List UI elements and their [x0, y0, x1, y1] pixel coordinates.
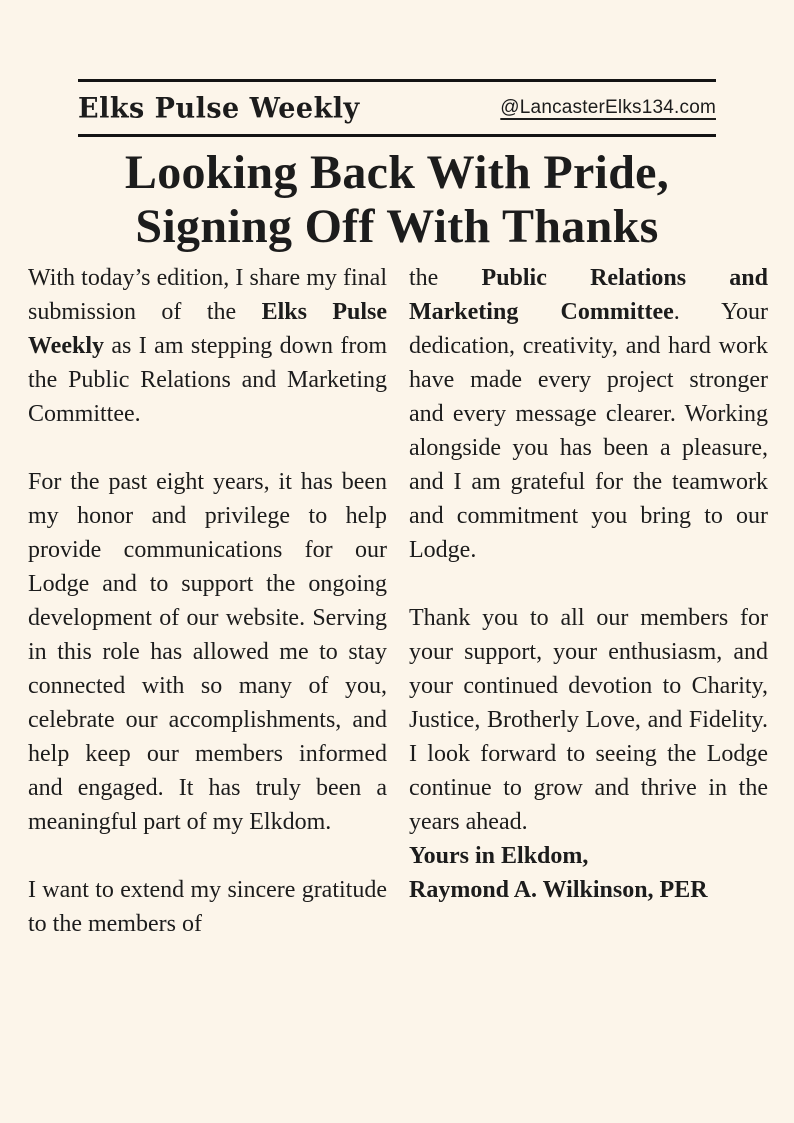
paragraph-text: For the past eight years, it has been my honor and privilege to help provide communications for our Lodge and to support the ongoing development of our website. Serving in this role has allowed me to stay connected with so many of you, celebrate our accomplishments, and help keep our members informed and engaged. It has truly been a meaningful part of my Elkdom. — [28, 469, 387, 835]
paragraph-text: . Your dedication, creativity, and hard work have made every project stronger and every message clearer. Working alongside you has been a pleasure, and I am grateful for the teamwork and commitment you bring to our Lodge. — [409, 299, 768, 563]
paragraph-text-bold: Elks Pulse Weekly — [28, 299, 387, 359]
paragraph-text: the — [409, 265, 482, 291]
paragraph-text: I want to extend my sincere gratitude to the members of — [28, 877, 387, 937]
article-paragraph — [409, 261, 768, 567]
header-bottom-rule — [78, 134, 716, 137]
website-link[interactable]: @LancasterElks134.com — [500, 97, 716, 118]
article-paragraph — [28, 873, 387, 941]
paragraph-text: With today’s edition, I share my final submission of the — [28, 265, 387, 325]
newsletter-header — [0, 0, 794, 137]
paragraph-text-bold: Public Relations and Marketing Committee — [409, 265, 768, 325]
article-paragraph — [409, 601, 768, 839]
masthead-row — [78, 82, 716, 134]
signoff-line-2: Raymond A. Wilkinson, PER — [409, 877, 708, 903]
article-paragraph — [28, 465, 387, 839]
paragraph-text: Thank you to all our members for your support, your enthusiasm, and your continued devotion to Charity, Justice, Brotherly Love, and Fidelity. I look forward to seeing the Lodge continue to grow and thrive in the years ahead. — [409, 605, 768, 835]
masthead-title: Elks Pulse Weekly — [78, 91, 360, 125]
article-column-left — [28, 261, 387, 941]
signoff-line-1: Yours in Elkdom, — [409, 843, 589, 869]
article-column-right-paragraphs — [409, 261, 768, 839]
article-headline — [14, 146, 780, 254]
signoff — [409, 839, 768, 907]
headline-line-1: Looking Back With Pride, — [124, 146, 670, 199]
paragraph-text: as I am stepping down from the Public Relations and Marketing Committee. — [28, 333, 387, 427]
article-body — [0, 261, 794, 941]
article-column-right — [409, 261, 768, 941]
headline-line-2: Signing Off With Thanks — [135, 200, 659, 253]
article-paragraph — [28, 261, 387, 431]
